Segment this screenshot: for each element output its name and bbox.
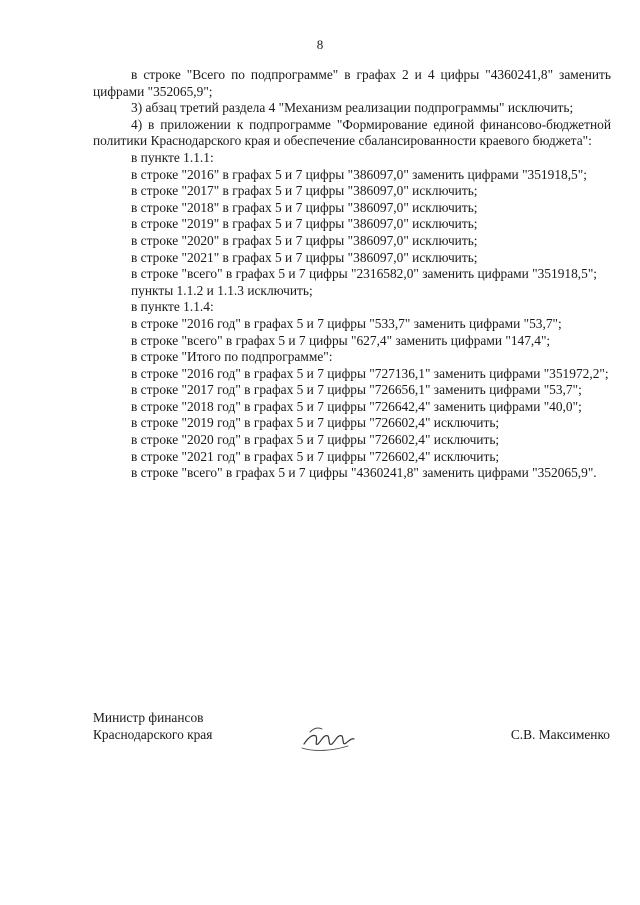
paragraph: в строке "2019" в графах 5 и 7 цифры "386097,0" исключить; [131,216,478,232]
paragraph: в строке "2018 год" в графах 5 и 7 цифры "726642,4" заменить цифрами "40,0"; [131,398,582,414]
paragraph: в пункте 1.1.1: [131,149,214,165]
paragraph: в строке "2018" в графах 5 и 7 цифры "386097,0" исключить; [131,199,478,215]
paragraph: в строке "2019 год" в графах 5 и 7 цифры "726602,4" исключить; [131,415,500,431]
position-line: Министр финансов [93,710,204,725]
handwritten-signature-icon [298,718,358,758]
paragraph: в строке "Итого по подпрограмме": [131,349,333,365]
paragraph: в пункте 1.1.4: [131,299,214,315]
paragraph: в строке "2020" в графах 5 и 7 цифры "386097,0" исключить; [131,232,478,248]
paragraph: в строке "2017" в графах 5 и 7 цифры "386097,0" исключить; [131,183,478,199]
paragraph: в строке "2016 год" в графах 5 и 7 цифры "727136,1" заменить цифрами "351972,2"; [131,365,609,381]
paragraph: 4) в приложении к подпрограмме "Формирование единой финансово-бюджетной политики Краснодарского края и обеспечение сбалансированности краевого бюджета": [93,116,611,149]
paragraph: в строке "2016 год" в графах 5 и 7 цифры "533,7" заменить цифрами "53,7"; [131,315,562,331]
paragraph: 3) абзац третий раздела 4 "Механизм реализации подпрограммы" исключить; [131,100,574,116]
page-number: 8 [316,37,324,52]
signatory-position [93,709,212,743]
signatory-name: С.В. Максименко [510,727,610,742]
position-line: Краснодарского края [93,727,213,742]
paragraph: в строке "2017 год" в графах 5 и 7 цифры "726656,1" заменить цифрами "53,7"; [131,382,582,398]
paragraph: в строке "2016" в графах 5 и 7 цифры "386097,0" заменить цифрами "351918,5"; [131,166,587,182]
paragraph: пункты 1.1.2 и 1.1.3 исключить; [131,282,313,298]
paragraph: в строке "всего" в графах 5 и 7 цифры "2316582,0" заменить цифрами "351918,5"; [131,266,598,282]
paragraph: в строке "2021" в графах 5 и 7 цифры "386097,0" исключить; [131,249,478,265]
paragraph: в строке "всего" в графах 5 и 7 цифры "4360241,8" заменить цифрами "352065,9". [131,465,597,481]
document-body [93,67,611,482]
paragraph: в строке "Всего по подпрограмме" в графах 2 и 4 цифры "4360241,8" заменить цифрами "352065,9"; [93,67,611,99]
paragraph: в строке "2020 год" в графах 5 и 7 цифры "726602,4" исключить; [131,432,500,448]
paragraph: в строке "всего" в графах 5 и 7 цифры "627,4" заменить цифрами "147,4"; [131,332,551,348]
paragraph: в строке "2021 год" в графах 5 и 7 цифры "726602,4" исключить; [131,448,500,464]
